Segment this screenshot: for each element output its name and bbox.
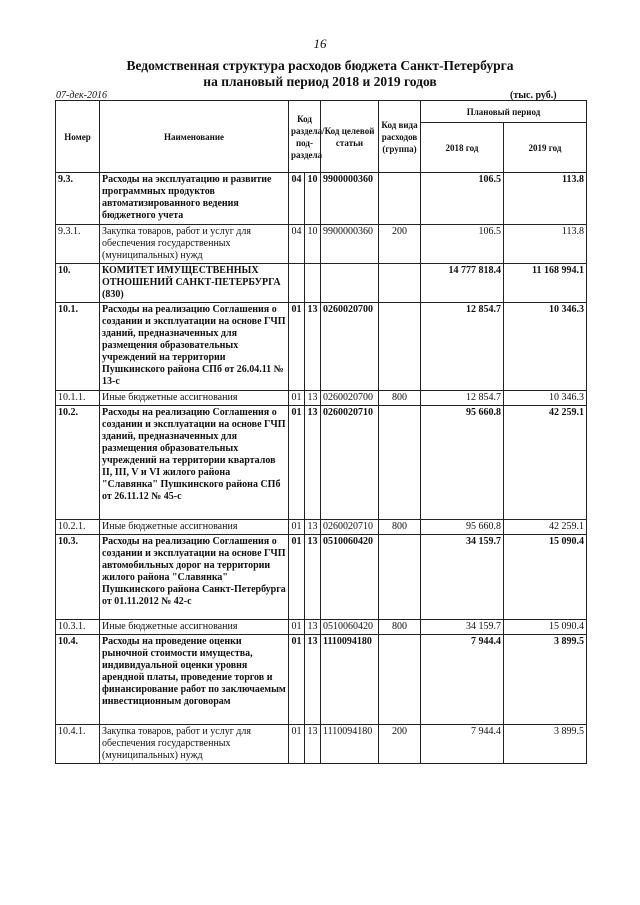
row-subsection: 13 bbox=[305, 520, 321, 535]
row-name: Иные бюджетные ассигнования bbox=[100, 520, 289, 535]
row-subsection bbox=[305, 264, 321, 303]
table-row bbox=[56, 406, 587, 520]
row-number: 10.2.1. bbox=[56, 520, 100, 535]
row-subsection: 13 bbox=[305, 303, 321, 391]
table-row bbox=[56, 725, 587, 764]
row-number: 10. bbox=[56, 264, 100, 303]
row-expense-type bbox=[379, 173, 421, 225]
row-amount-2018: 12 854.7 bbox=[421, 391, 504, 406]
header-year-2019: 2019 год bbox=[504, 123, 587, 173]
row-expense-type: 800 bbox=[379, 391, 421, 406]
row-number: 10.1. bbox=[56, 303, 100, 391]
row-subsection: 13 bbox=[305, 635, 321, 725]
row-name: Расходы на проведение оценки рыночной стоимости имущества, индивидуальной оценки уровня арендной платы, проведение торгов и финансирование работ по заключаемым инвестиционным договорам bbox=[100, 635, 289, 725]
row-amount-2019: 113.8 bbox=[504, 173, 587, 225]
row-name: Расходы на реализацию Соглашения о создании и эксплуатации на основе ГЧП зданий, предназначенных для размещения образовательных учреждений на территории Пушкинского района СПб от 26.04.11 № 13-с bbox=[100, 303, 289, 391]
title-line-1: Ведомственная структура расходов бюджета Санкт-Петербурга bbox=[126, 58, 514, 73]
header-name: Наименование bbox=[100, 101, 289, 173]
row-section: 04 bbox=[289, 173, 305, 225]
row-target-code: 1110094180 bbox=[321, 635, 379, 725]
row-target-code bbox=[321, 264, 379, 303]
row-section: 01 bbox=[289, 620, 305, 635]
row-section bbox=[289, 264, 305, 303]
row-section: 01 bbox=[289, 391, 305, 406]
row-subsection: 10 bbox=[305, 173, 321, 225]
row-number: 10.2. bbox=[56, 406, 100, 520]
row-subsection: 13 bbox=[305, 620, 321, 635]
table-row bbox=[56, 520, 587, 535]
row-target-code: 0260020710 bbox=[321, 406, 379, 520]
row-expense-type: 200 bbox=[379, 725, 421, 764]
document-title bbox=[0, 58, 640, 90]
row-name: Расходы на реализацию Соглашения о создании и эксплуатации на основе ГЧП зданий, предназначенных для размещения образовательных учреждений на территории кварталов II, III, V и VI жилого района "Славянка" Пушкинского района СПб от 26.11.12 № 45-с bbox=[100, 406, 289, 520]
row-amount-2018: 12 854.7 bbox=[421, 303, 504, 391]
table-row bbox=[56, 225, 587, 264]
row-subsection: 13 bbox=[305, 406, 321, 520]
row-target-code: 0510060420 bbox=[321, 535, 379, 620]
row-target-code: 1110094180 bbox=[321, 725, 379, 764]
row-section: 01 bbox=[289, 303, 305, 391]
row-subsection: 13 bbox=[305, 535, 321, 620]
row-amount-2019: 42 259.1 bbox=[504, 520, 587, 535]
header-section-code: Код раздела/ под- раздела bbox=[289, 101, 321, 173]
row-name: Закупка товаров, работ и услуг для обеспечения государственных (муниципальных) нужд bbox=[100, 725, 289, 764]
row-amount-2018: 95 660.8 bbox=[421, 520, 504, 535]
row-expense-type: 800 bbox=[379, 520, 421, 535]
title-line-2: на плановый период 2018 и 2019 годов bbox=[203, 74, 437, 89]
row-name: Расходы на реализацию Соглашения о создании и эксплуатации на основе ГЧП автомобильных дорог на территории жилого района "Славянка" Пушкинского района Санкт-Петербурга от 01.11.2012 № 42-с bbox=[100, 535, 289, 620]
row-amount-2019: 3 899.5 bbox=[504, 725, 587, 764]
row-amount-2018: 106.5 bbox=[421, 225, 504, 264]
row-amount-2019: 15 090.4 bbox=[504, 535, 587, 620]
row-section: 01 bbox=[289, 520, 305, 535]
row-section: 01 bbox=[289, 535, 305, 620]
row-section: 04 bbox=[289, 225, 305, 264]
row-number: 10.1.1. bbox=[56, 391, 100, 406]
table-row bbox=[56, 535, 587, 620]
row-subsection: 13 bbox=[305, 391, 321, 406]
row-amount-2018: 95 660.8 bbox=[421, 406, 504, 520]
header-target-code: Код целевой статьи bbox=[321, 101, 379, 173]
row-expense-type bbox=[379, 406, 421, 520]
row-amount-2018: 7 944.4 bbox=[421, 725, 504, 764]
row-number: 10.3.1. bbox=[56, 620, 100, 635]
row-section: 01 bbox=[289, 725, 305, 764]
row-name: Закупка товаров, работ и услуг для обеспечения государственных (муниципальных) нужд bbox=[100, 225, 289, 264]
row-amount-2019: 10 346.3 bbox=[504, 391, 587, 406]
row-expense-type bbox=[379, 635, 421, 725]
row-target-code: 0260020700 bbox=[321, 391, 379, 406]
document-date: 07-дек-2016 bbox=[56, 90, 107, 101]
row-target-code: 9900000360 bbox=[321, 225, 379, 264]
row-amount-2019: 11 168 994.1 bbox=[504, 264, 587, 303]
units-label: (тыс. руб.) bbox=[510, 90, 557, 101]
row-amount-2019: 3 899.5 bbox=[504, 635, 587, 725]
header-number: Номер bbox=[56, 101, 100, 173]
row-name: Иные бюджетные ассигнования bbox=[100, 620, 289, 635]
row-expense-type bbox=[379, 303, 421, 391]
row-target-code: 9900000360 bbox=[321, 173, 379, 225]
row-amount-2019: 15 090.4 bbox=[504, 620, 587, 635]
row-amount-2018: 106.5 bbox=[421, 173, 504, 225]
row-number: 10.3. bbox=[56, 535, 100, 620]
row-expense-type: 200 bbox=[379, 225, 421, 264]
row-amount-2018: 34 159.7 bbox=[421, 535, 504, 620]
row-target-code: 0260020700 bbox=[321, 303, 379, 391]
row-target-code: 0510060420 bbox=[321, 620, 379, 635]
row-section: 01 bbox=[289, 635, 305, 725]
row-amount-2019: 113.8 bbox=[504, 225, 587, 264]
row-name: Расходы на эксплуатацию и развитие программных продуктов автоматизированного ведения бюджетного учета bbox=[100, 173, 289, 225]
row-number: 10.4.1. bbox=[56, 725, 100, 764]
row-number: 9.3.1. bbox=[56, 225, 100, 264]
row-amount-2019: 42 259.1 bbox=[504, 406, 587, 520]
table-row bbox=[56, 391, 587, 406]
budget-table bbox=[55, 100, 587, 764]
row-expense-type bbox=[379, 264, 421, 303]
row-number: 9.3. bbox=[56, 173, 100, 225]
row-amount-2018: 34 159.7 bbox=[421, 620, 504, 635]
row-subsection: 10 bbox=[305, 225, 321, 264]
row-expense-type: 800 bbox=[379, 620, 421, 635]
row-target-code: 0260020710 bbox=[321, 520, 379, 535]
header-planned-period: Плановый период bbox=[421, 101, 587, 123]
row-expense-type bbox=[379, 535, 421, 620]
row-amount-2019: 10 346.3 bbox=[504, 303, 587, 391]
table-body bbox=[56, 173, 587, 764]
row-name: КОМИТЕТ ИМУЩЕСТВЕННЫХ ОТНОШЕНИЙ САНКТ-ПЕТЕРБУРГА (830) bbox=[100, 264, 289, 303]
table-row bbox=[56, 620, 587, 635]
header-year-2018: 2018 год bbox=[421, 123, 504, 173]
table-row bbox=[56, 173, 587, 225]
row-subsection: 13 bbox=[305, 725, 321, 764]
table-row bbox=[56, 635, 587, 725]
row-number: 10.4. bbox=[56, 635, 100, 725]
page-number: 16 bbox=[313, 36, 327, 51]
header-expense-type: Код вида расходов (группа) bbox=[379, 101, 421, 173]
table-row bbox=[56, 303, 587, 391]
table-row bbox=[56, 264, 587, 303]
row-name: Иные бюджетные ассигнования bbox=[100, 391, 289, 406]
row-amount-2018: 14 777 818.4 bbox=[421, 264, 504, 303]
row-section: 01 bbox=[289, 406, 305, 520]
row-amount-2018: 7 944.4 bbox=[421, 635, 504, 725]
